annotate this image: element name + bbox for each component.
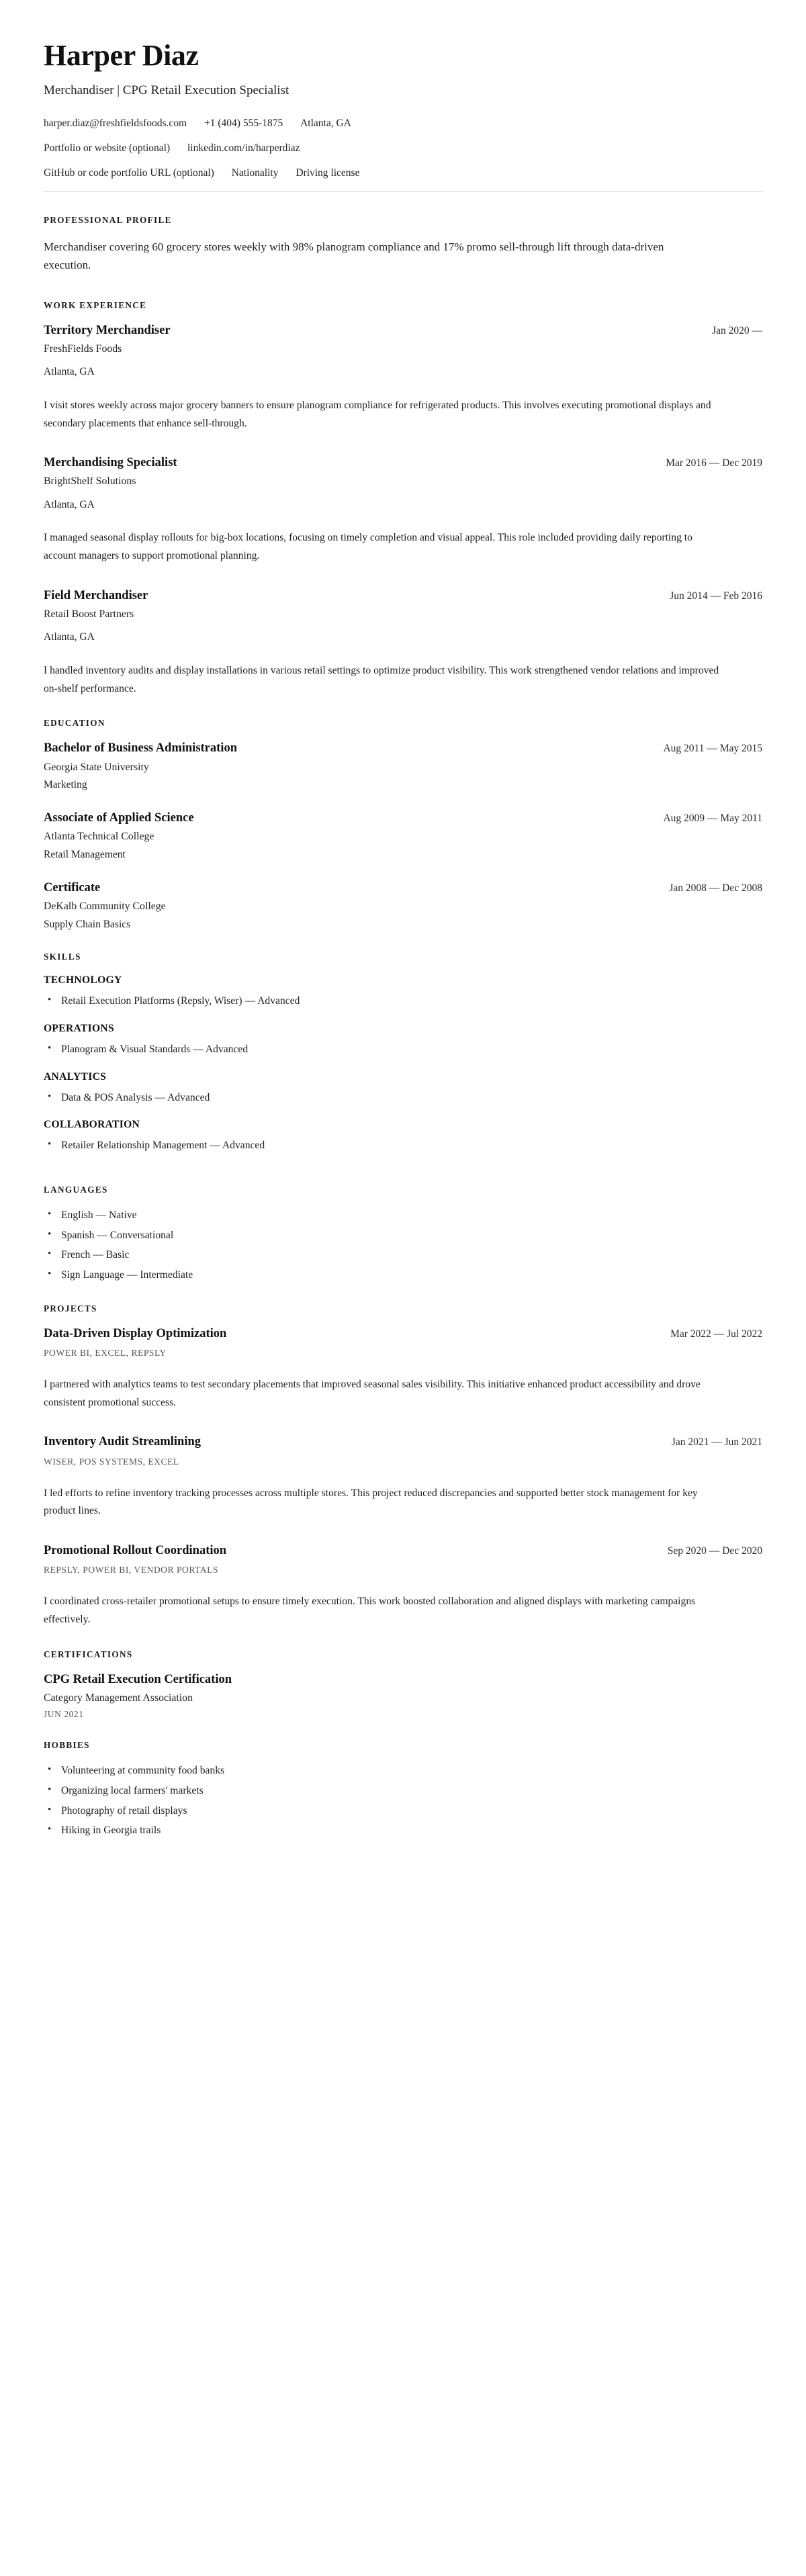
- project-tech-stack: POWER BI, EXCEL, REPSLY: [44, 1347, 167, 1358]
- education-school: DeKalb Community College: [44, 901, 166, 913]
- project-description: I coordinated cross-retailer promotional setups to ensure timely execution. This work boosted collaboration and aligned displays with marketing campaigns effectively.: [44, 1596, 696, 1626]
- skill-list: [44, 1090, 762, 1106]
- contact-driving-license-placeholder[interactable]: Driving license: [296, 167, 360, 179]
- skill-item: • Planogram & Visual Standards — Advanced: [44, 1042, 762, 1058]
- section-title-profile: PROFESSIONAL PROFILE: [44, 214, 172, 225]
- project-entry-header: [44, 1326, 762, 1342]
- work-entry: [44, 588, 762, 698]
- hobby-item: • Photography of retail displays: [44, 1803, 762, 1819]
- section-title-projects: PROJECTS: [44, 1303, 97, 1314]
- skill-group-title: ANALYTICS: [44, 1070, 107, 1083]
- certification-name: CPG Retail Execution Certification: [44, 1672, 232, 1686]
- contact-nationality-placeholder[interactable]: Nationality: [231, 167, 279, 179]
- section-title-hobbies: HOBBIES: [44, 1740, 90, 1751]
- project-description: I led efforts to refine inventory tracking processes across multiple stores. This project reduced discrepancies and supported better stock management for key product lines.: [44, 1487, 698, 1517]
- skill-group-operations: [44, 1023, 762, 1058]
- skill-item: • Retailer Relationship Management — Advanced: [44, 1138, 762, 1154]
- project-entry: [44, 1434, 762, 1520]
- work-entry: [44, 455, 762, 565]
- languages-list: [44, 1207, 762, 1283]
- contact-phone[interactable]: +1 (404) 555-1875: [204, 117, 283, 129]
- education-degree: Associate of Applied Science: [44, 811, 194, 825]
- work-role: Field Merchandiser: [44, 588, 148, 602]
- education-degree: Certificate: [44, 881, 101, 895]
- hobby-item: • Hiking in Georgia trails: [44, 1823, 762, 1839]
- education-dates: Jan 2008 — Dec 2008: [669, 882, 762, 894]
- skill-group-title: OPERATIONS: [44, 1022, 114, 1034]
- spacer: [44, 700, 762, 718]
- contact-location: Atlanta, GA: [300, 117, 351, 129]
- section-education: [44, 718, 762, 931]
- education-entry: [44, 741, 762, 792]
- education-dates: Aug 2011 — May 2015: [663, 743, 762, 755]
- work-dates: Jun 2014 — Feb 2016: [670, 590, 762, 602]
- work-role: Territory Merchandiser: [44, 323, 171, 337]
- spacer: [44, 934, 762, 952]
- section-title-work: WORK EXPERIENCE: [44, 300, 147, 310]
- section-projects: [44, 1303, 762, 1629]
- section-professional-profile: [44, 215, 762, 275]
- project-entry-header: [44, 1543, 762, 1559]
- project-entry: [44, 1543, 762, 1629]
- work-company: Retail Boost Partners: [44, 608, 134, 620]
- spacer: [44, 1286, 762, 1303]
- contact-line-primary: [44, 117, 762, 131]
- project-description: I partnered with analytics teams to test secondary placements that improved seasonal sales visibility. This initiative enhanced product accessibility and drove consistent promotional success.: [44, 1378, 701, 1408]
- section-languages: [44, 1185, 762, 1283]
- language-item: • Spanish — Conversational: [44, 1228, 762, 1244]
- skill-item: • Data & POS Analysis — Advanced: [44, 1090, 762, 1106]
- education-entry: [44, 811, 762, 862]
- skill-group-collaboration: [44, 1119, 762, 1154]
- project-entry: [44, 1326, 762, 1412]
- work-description: I visit stores weekly across major grocery banners to ensure planogram compliance for refrigerated products. This involves executing promotional displays and secondary placements that enhance sell-through.: [44, 399, 711, 429]
- work-dates: Mar 2016 — Dec 2019: [666, 457, 762, 469]
- header-divider: [44, 191, 762, 192]
- certification-issuer: Category Management Association: [44, 1692, 193, 1704]
- certification-entry: [44, 1672, 762, 1720]
- section-title-skills: SKILLS: [44, 952, 81, 962]
- project-dates: Sep 2020 — Dec 2020: [667, 1545, 762, 1557]
- work-entry-header: [44, 455, 762, 471]
- project-name: Promotional Rollout Coordination: [44, 1544, 227, 1558]
- hobbies-list: [44, 1763, 762, 1839]
- spacer: [44, 1632, 762, 1649]
- section-certifications: [44, 1649, 762, 1720]
- education-entry-header: [44, 811, 762, 826]
- work-description: I handled inventory audits and display installations in various retail settings to optimize product visibility. This work strengthened vendor relations and improved on-shelf performance.: [44, 664, 719, 694]
- project-tech-stack: REPSLY, POWER BI, VENDOR PORTALS: [44, 1565, 218, 1575]
- project-dates: Mar 2022 — Jul 2022: [670, 1328, 762, 1340]
- spacer: [44, 1167, 762, 1185]
- project-dates: Jan 2021 — Jun 2021: [671, 1436, 762, 1448]
- work-entry: [44, 323, 762, 433]
- education-school: Georgia State University: [44, 761, 149, 773]
- skill-list: [44, 993, 762, 1009]
- profile-summary-text: Merchandiser covering 60 grocery stores weekly with 98% planogram compliance and 17% promo sell-through lift through data-driven execution.: [44, 240, 664, 272]
- education-field: Supply Chain Basics: [44, 918, 131, 930]
- certification-entry-header: [44, 1672, 762, 1688]
- education-entry-header: [44, 880, 762, 896]
- language-item: • English — Native: [44, 1207, 762, 1224]
- spacer: [44, 1722, 762, 1740]
- section-work-experience: [44, 300, 762, 698]
- section-skills: [44, 952, 762, 1154]
- hobby-item: • Volunteering at community food banks: [44, 1763, 762, 1779]
- education-school: Atlanta Technical College: [44, 831, 154, 843]
- section-hobbies: [44, 1740, 762, 1839]
- hobby-item: • Organizing local farmers' markets: [44, 1783, 762, 1799]
- education-entry-header: [44, 741, 762, 756]
- work-role: Merchandising Specialist: [44, 456, 177, 470]
- work-dates: Jan 2020 —: [712, 324, 762, 336]
- skill-list: [44, 1042, 762, 1058]
- work-description: I managed seasonal display rollouts for big-box locations, focusing on timely completion and visual appeal. This role included providing daily reporting to account managers to support promotional planning.: [44, 532, 692, 562]
- project-name: Data-Driven Display Optimization: [44, 1326, 227, 1340]
- contact-linkedin[interactable]: linkedin.com/in/harperdiaz: [187, 142, 300, 154]
- education-dates: Aug 2009 — May 2011: [663, 813, 762, 825]
- certification-date: JUN 2021: [44, 1709, 84, 1720]
- skill-group-title: TECHNOLOGY: [44, 974, 122, 986]
- contact-github-placeholder[interactable]: GitHub or code portfolio URL (optional): [44, 167, 214, 179]
- contact-portfolio-placeholder[interactable]: Portfolio or website (optional): [44, 142, 171, 154]
- language-item: • French — Basic: [44, 1247, 762, 1263]
- education-entry: [44, 880, 762, 931]
- work-location: Atlanta, GA: [44, 498, 95, 510]
- work-location: Atlanta, GA: [44, 366, 95, 378]
- contact-line-links: [44, 142, 762, 156]
- contact-email[interactable]: harper.diaz@freshfieldsfoods.com: [44, 117, 187, 129]
- project-tech-stack: WISER, POS SYSTEMS, EXCEL: [44, 1456, 179, 1467]
- section-title-education: EDUCATION: [44, 718, 105, 729]
- skill-group-analytics: [44, 1071, 762, 1106]
- section-title-certifications: CERTIFICATIONS: [44, 1649, 133, 1659]
- work-location: Atlanta, GA: [44, 631, 95, 643]
- skill-item: • Retail Execution Platforms (Repsly, Wiser) — Advanced: [44, 993, 762, 1009]
- section-title-languages: LANGUAGES: [44, 1184, 108, 1195]
- work-entry-header: [44, 588, 762, 604]
- project-entry-header: [44, 1434, 762, 1450]
- candidate-name: Harper Diaz: [44, 39, 199, 72]
- skill-list: [44, 1138, 762, 1154]
- work-company: FreshFields Foods: [44, 342, 122, 355]
- skill-group-technology: [44, 974, 762, 1009]
- project-name: Inventory Audit Streamlining: [44, 1435, 202, 1449]
- candidate-headline: Merchandiser | CPG Retail Execution Specialist: [44, 83, 289, 98]
- skill-group-title: COLLABORATION: [44, 1119, 140, 1131]
- work-entry-header: [44, 323, 762, 338]
- language-item: • Sign Language — Intermediate: [44, 1267, 762, 1283]
- resume-header: [44, 39, 762, 181]
- education-field: Retail Management: [44, 848, 126, 860]
- contact-line-optional: [44, 167, 762, 181]
- education-degree: Bachelor of Business Administration: [44, 741, 237, 755]
- education-field: Marketing: [44, 778, 87, 790]
- work-company: BrightShelf Solutions: [44, 475, 136, 488]
